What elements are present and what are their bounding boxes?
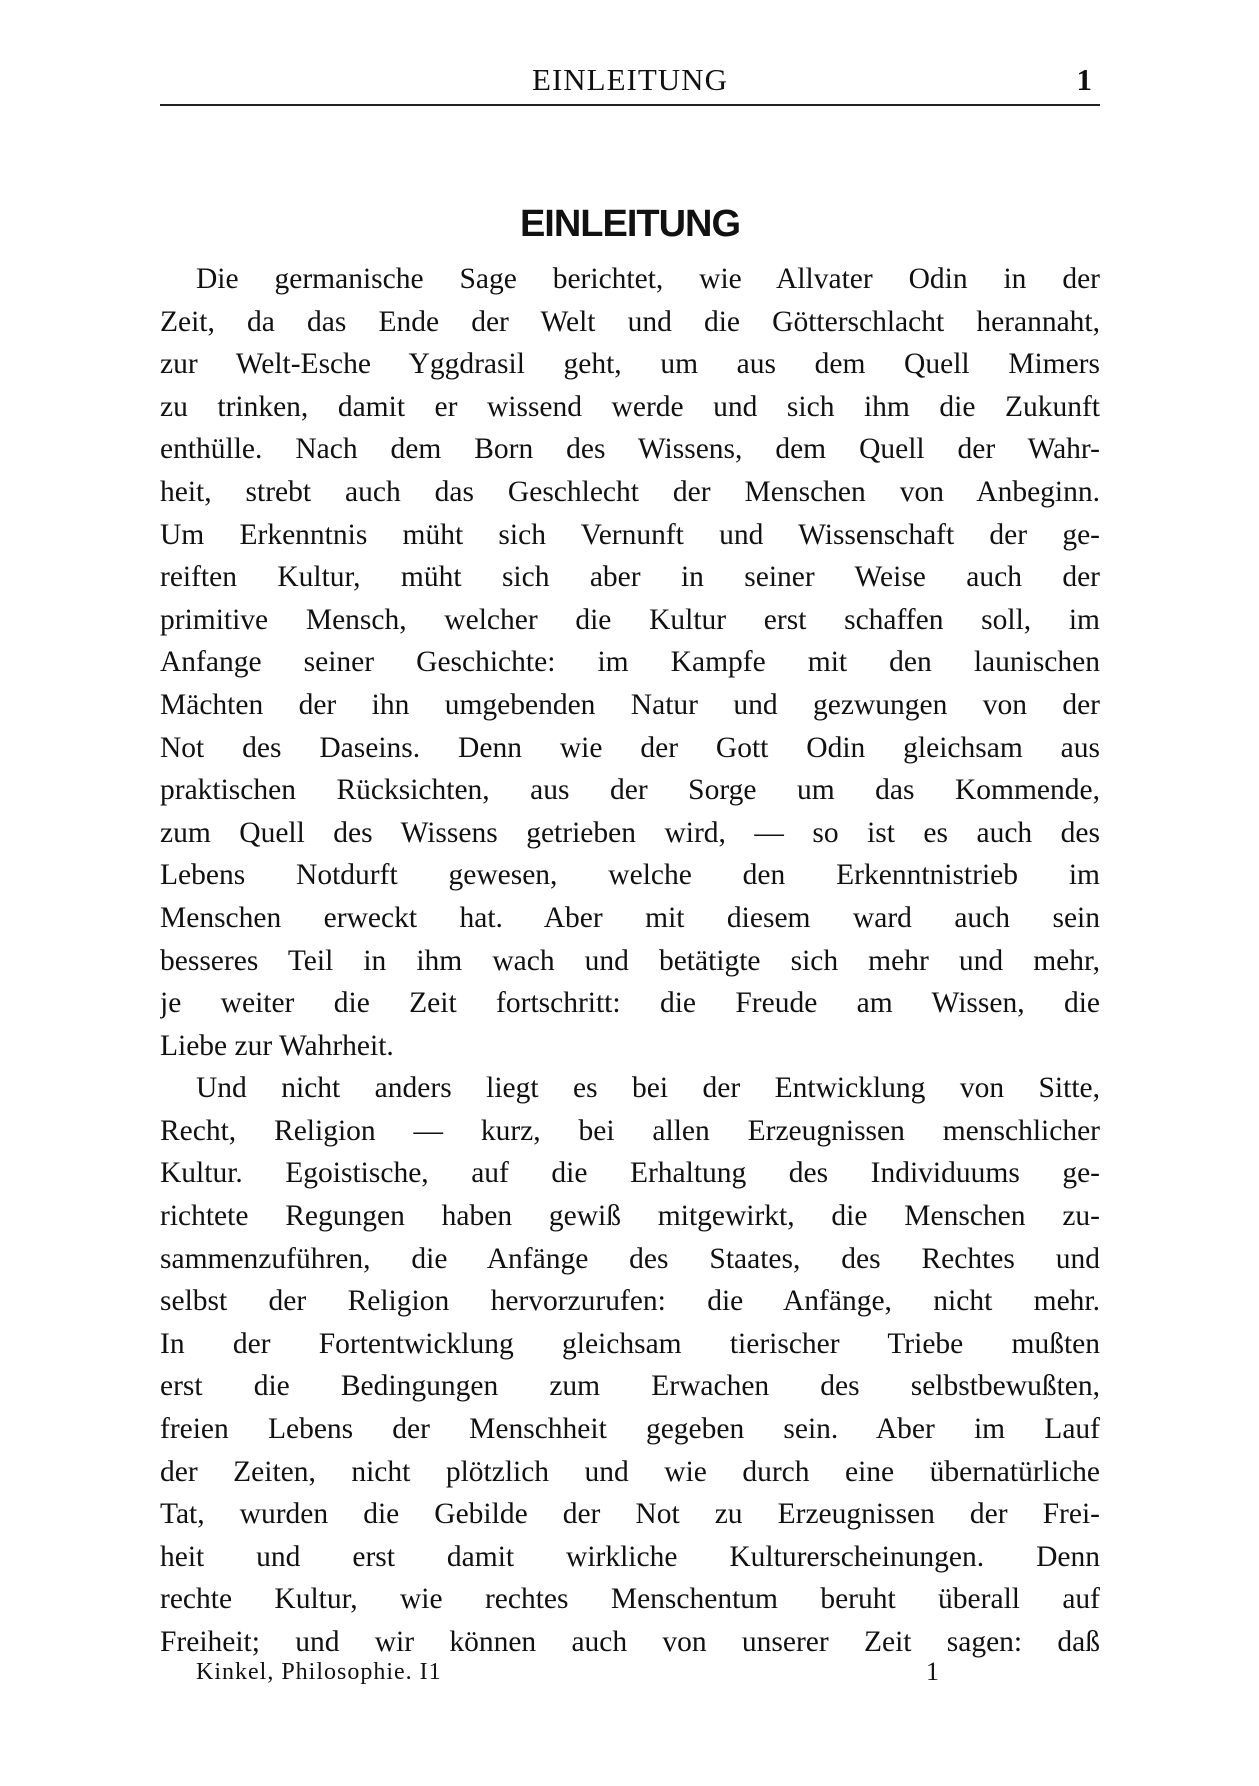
text-line: Recht, Religion — kurz, bei allen Erzeugnissen menschlicher xyxy=(160,1114,1100,1147)
text-line: Um Erkenntnis müht sich Vernunft und Wissenschaft der ge- xyxy=(160,518,1100,551)
signature-mark: 1 xyxy=(926,1657,939,1686)
header-rule xyxy=(160,104,1100,106)
page-number: 1 xyxy=(1076,62,1092,97)
paragraph-2 xyxy=(160,1067,1100,1663)
text-line: selbst der Religion hervorzurufen: die Anfänge, nicht mehr. xyxy=(160,1285,1100,1318)
text-line: freien Lebens der Menschheit gegeben sein. Aber im Lauf xyxy=(160,1413,1100,1446)
text-line: Menschen erweckt hat. Aber mit diesem ward auch sein xyxy=(160,901,1100,934)
body-text xyxy=(160,258,1100,1664)
text-line: richtete Regungen haben gewiß mitgewirkt, die Menschen zu- xyxy=(160,1200,1100,1233)
text-line: Not des Daseins. Denn wie der Gott Odin gleichsam aus xyxy=(160,731,1100,764)
printer-signature: Kinkel, Philosophie. I1 xyxy=(196,1659,442,1685)
text-line: Mächten der ihn umgebenden Natur und gezwungen von der xyxy=(160,688,1100,721)
text-line: Liebe zur Wahrheit. xyxy=(160,1029,394,1062)
text-line: heit, strebt auch das Geschlecht der Menschen von Anbeginn. xyxy=(160,475,1100,508)
text-line: Anfange seiner Geschichte: im Kampfe mit den launischen xyxy=(160,646,1100,679)
text-line: sammenzuführen, die Anfänge des Staates, des Rechtes und xyxy=(160,1242,1100,1275)
running-head-title: EINLEITUNG xyxy=(532,62,728,97)
text-line: enthülle. Nach dem Born des Wissens, dem Quell der Wahr- xyxy=(160,433,1100,466)
text-line: der Zeiten, nicht plötzlich und wie durch eine übernatürliche xyxy=(160,1455,1100,1488)
running-head xyxy=(160,56,1100,104)
text-line: Lebens Notdurft gewesen, welche den Erkenntnistrieb im xyxy=(160,859,1100,892)
text-line: In der Fortentwicklung gleichsam tierischer Triebe mußten xyxy=(160,1327,1100,1360)
text-line: rechte Kultur, wie rechtes Menschentum beruht überall auf xyxy=(160,1583,1100,1616)
text-line: Tat, wurden die Gebilde der Not zu Erzeugnissen der Frei- xyxy=(160,1498,1100,1531)
page-footer xyxy=(196,1652,1100,1692)
text-line: Und nicht anders liegt es bei der Entwicklung von Sitte, xyxy=(196,1072,1100,1105)
chapter-heading: EINLEITUNG xyxy=(519,203,741,245)
text-line: je weiter die Zeit fortschritt: die Freude am Wissen, die xyxy=(160,987,1100,1020)
text-line: praktischen Rücksichten, aus der Sorge um das Kommende, xyxy=(160,774,1100,807)
text-line: erst die Bedingungen zum Erwachen des selbstbewußten, xyxy=(160,1370,1100,1403)
text-line: Zeit, da das Ende der Welt und die Götterschlacht herannaht, xyxy=(160,305,1100,338)
text-line: primitive Mensch, welcher die Kultur erst schaffen soll, im xyxy=(160,603,1100,636)
text-line: heit und erst damit wirkliche Kulturerscheinungen. Denn xyxy=(160,1540,1100,1573)
text-line: reiften Kultur, müht sich aber in seiner Weise auch der xyxy=(160,561,1100,594)
text-line: besseres Teil in ihm wach und betätigte sich mehr und mehr, xyxy=(160,944,1100,977)
text-line: Die germanische Sage berichtet, wie Allvater Odin in der xyxy=(196,263,1100,295)
text-line: Freiheit; und wir können auch von unserer Zeit sagen: daß xyxy=(160,1626,1100,1658)
text-line: zur Welt-Esche Yggdrasil geht, um aus dem Quell Mimers xyxy=(160,348,1100,381)
text-line: zu trinken, damit er wissend werde und sich ihm die Zukunft xyxy=(160,390,1100,423)
text-line: Kultur. Egoistische, auf die Erhaltung des Individuums ge- xyxy=(160,1157,1100,1190)
paragraph-1 xyxy=(160,258,1100,1067)
text-line: zum Quell des Wissens getrieben wird, — so ist es auch des xyxy=(160,816,1100,849)
